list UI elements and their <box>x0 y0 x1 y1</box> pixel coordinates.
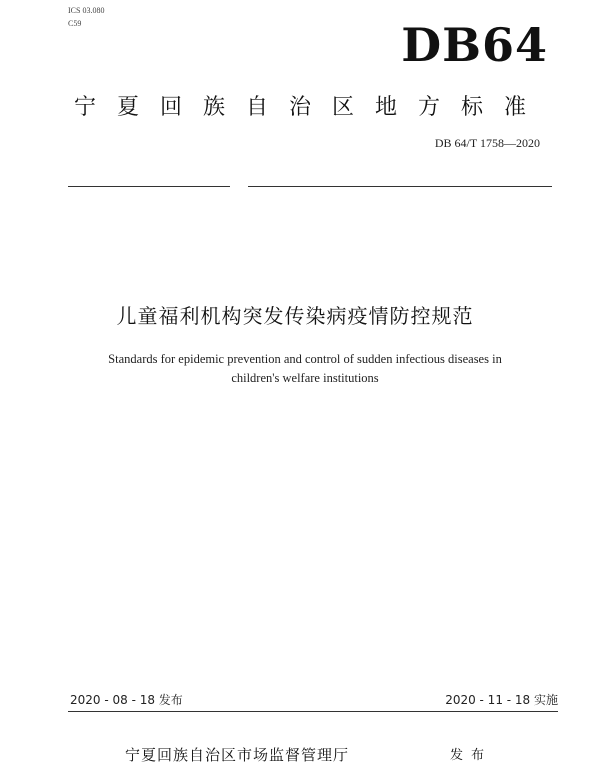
standard-logo: DB64 <box>401 18 548 72</box>
title-english-line-1: Standards for epidemic prevention and control of sudden infectious diseases in <box>108 352 502 366</box>
footer-divider <box>68 711 558 712</box>
issue-date: 2020 - 08 - 18 发布 <box>70 693 183 707</box>
issue-label: 发布 <box>450 748 493 763</box>
title-english-line-2: children's welfare institutions <box>231 371 379 385</box>
ccs-code: C59 <box>68 19 82 28</box>
document-title-chinese: 儿童福利机构突发传染病疫情防控规范 <box>116 304 474 328</box>
ics-code: ICS 03.080 <box>68 6 105 15</box>
standard-type-heading: 宁夏回族自治区地方标准 <box>74 95 548 120</box>
standard-number: DB 64/T 1758—2020 <box>434 136 540 150</box>
issuing-authority: 宁夏回族自治区市场监督管理厅 <box>125 746 350 764</box>
document-title-english <box>60 350 550 388</box>
header-divider-right <box>248 186 552 187</box>
header-divider-left <box>68 186 230 187</box>
implementation-date: 2020 - 11 - 18 实施 <box>445 693 558 707</box>
